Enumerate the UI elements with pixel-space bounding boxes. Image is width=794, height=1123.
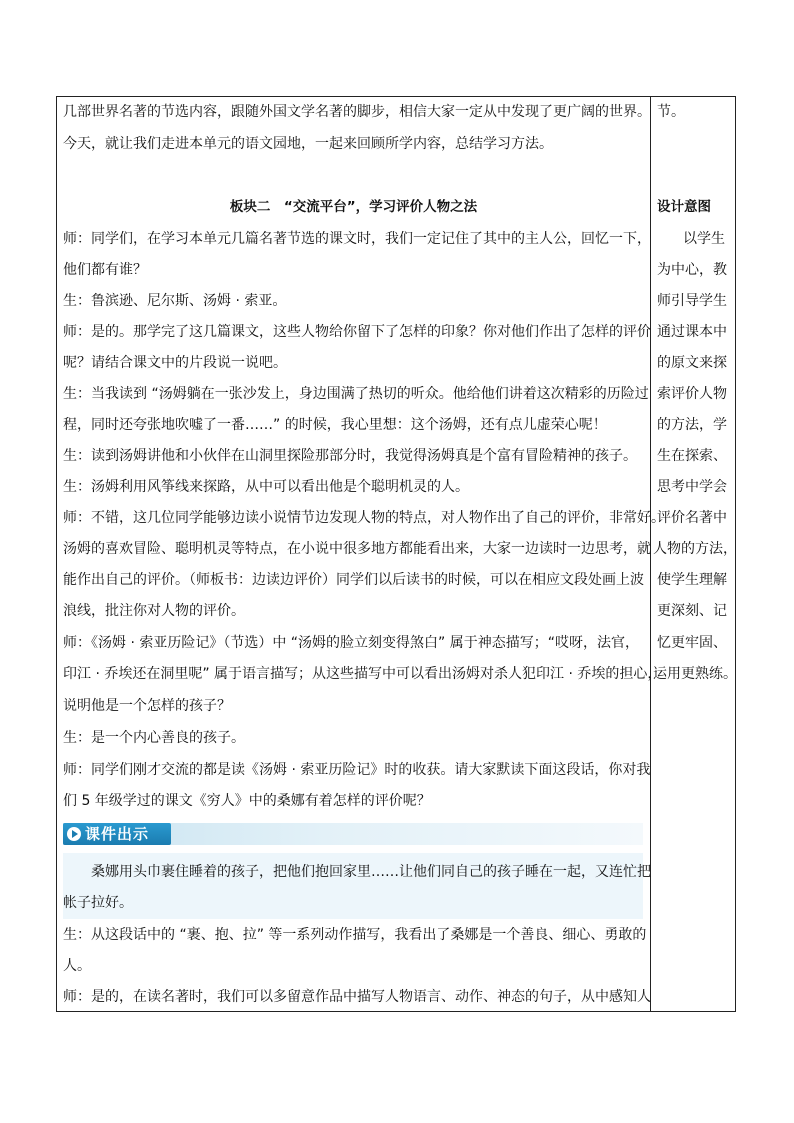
side-line: 使学生理解	[657, 572, 727, 588]
text-line: 几部世界名著的节选内容，跟随外国文学名著的脚步，相信大家一定从中发现了更广阔的世界。	[63, 104, 651, 120]
side-line: 索评价人物	[657, 386, 727, 402]
side-line: 师引导学生	[657, 293, 727, 309]
side-line: 运用更熟练。	[653, 666, 737, 682]
text-line: 生：是一个内心善良的孩子。	[63, 730, 245, 746]
text-line: 说明他是一个怎样的孩子？	[63, 698, 231, 714]
text-line: 程，同时还夸张地吹嘘了一番……” 的时候，我心里想：这个汤姆，还有点儿虚荣心呢！	[63, 417, 607, 433]
quote-line: 桑娜用头巾裹住睡着的孩子，把他们抱回家里……让他们同自己的孩子睡在一起，又连忙把	[91, 864, 651, 880]
text-line: 师：是的。那学完了这几篇课文，这些人物给你留下了怎样的印象？你对他们作出了怎样的评价	[63, 324, 651, 340]
text-line: 们 5 年级学过的课文《穷人》中的桑娜有着怎样的评价呢？	[63, 793, 431, 809]
side-text: 节。	[657, 104, 685, 120]
side-line: 人物的方法，	[653, 541, 737, 557]
text-line: 生：汤姆利用风筝线来探路，从中可以看出他是个聪明机灵的人。	[63, 479, 469, 495]
text-line: 印江 · 乔埃还在洞里呢” 属于语言描写；从这些描写中可以看出汤姆对杀人犯印江 · 乔埃的担心，	[63, 666, 662, 682]
courseware-label: 课件出示	[85, 825, 150, 843]
text-line: 他们都有谁？	[63, 262, 147, 278]
quote-line: 帐子拉好。	[63, 895, 133, 911]
side-line: 思考中学会	[657, 479, 727, 495]
text-line: 生：鲁滨逊、尼尔斯、汤姆 · 索亚。	[63, 293, 287, 309]
side-line: 为中心，教	[657, 262, 727, 278]
text-line: 师：是的，在读名著时，我们可以多留意作品中描写人物语言、动作、神态的句子，从中感知人	[63, 989, 651, 1005]
text-line: 师：同学们刚才交流的都是读《汤姆 · 索亚历险记》时的收获。请大家默读下面这段话，你对我	[63, 762, 651, 778]
text-line: 今天，就让我们走进本单元的语文园地，一起来回顾所学内容，总结学习方法。	[63, 136, 553, 152]
side-line: 忆更牢固、	[657, 635, 727, 651]
side-line: 评价名著中	[657, 510, 727, 526]
text-line: 师：《汤姆 · 索亚历险记》（节选）中 “汤姆的脸立刻变得煞白” 属于神态描写；“哎呀，法官，	[63, 635, 640, 651]
text-line: 能作出自己的评价。（师板书：边读边评价）同学们以后读书的时候，可以在相应文段处画上波	[63, 572, 644, 588]
text-line: 人。	[63, 958, 91, 974]
design-intent-heading: 设计意图	[657, 199, 711, 215]
courseware-tag	[63, 823, 171, 845]
text-line: 师：不错，这几位同学能够边读小说情节边发现人物的特点，对人物作出了自己的评价，非常好。	[63, 510, 665, 526]
courseware-banner	[63, 823, 643, 845]
section-title: 板块二 “交流平台”，学习评价人物之法	[229, 199, 478, 215]
side-line: 通过课本中	[657, 324, 727, 340]
side-line: 的原文来探	[657, 355, 727, 371]
text-line: 浪线，批注你对人物的评价。	[63, 603, 245, 619]
side-line: 的方法，学	[657, 417, 727, 433]
text-line: 呢？请结合课文中的片段说一说吧。	[63, 355, 287, 371]
side-line: 以学生	[683, 231, 725, 247]
side-line: 生在探索、	[657, 448, 727, 464]
text-line: 生：读到汤姆讲他和小伙伴在山洞里探险那部分时，我觉得汤姆真是个富有冒险精神的孩子。	[63, 448, 637, 464]
text-line: 汤姆的喜欢冒险、聪明机灵等特点，在小说中很多地方都能看出来，大家一边读时一边思考，就	[63, 541, 651, 557]
play-icon	[67, 827, 81, 841]
text-line: 生：当我读到 “汤姆躺在一张沙发上，身边围满了热切的听众。他给他们讲着这次精彩的历险过	[63, 386, 649, 402]
lesson-plan-table	[56, 96, 736, 1012]
text-line: 生：从这段话中的 “裹、抱、拉” 等一系列动作描写，我看出了桑娜是一个善良、细心、勇敢的	[63, 927, 647, 943]
side-line: 更深刻、记	[657, 603, 727, 619]
text-line: 师：同学们，在学习本单元几篇名著节选的课文时，我们一定记住了其中的主人公，回忆一下，	[63, 231, 651, 247]
